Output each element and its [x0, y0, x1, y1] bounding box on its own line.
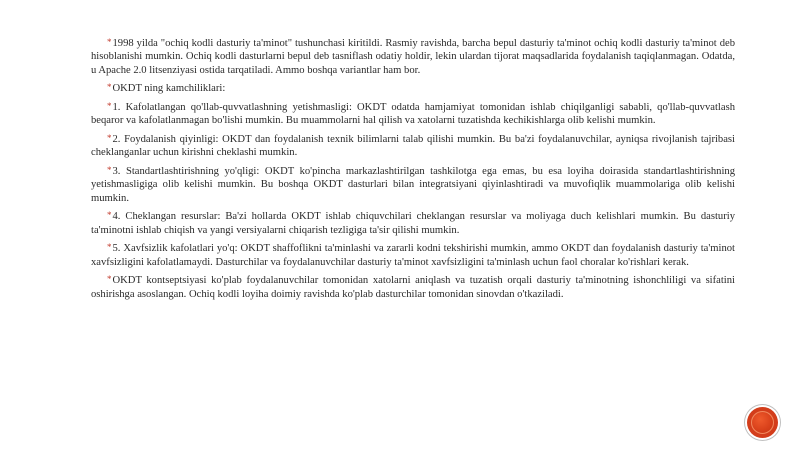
- paragraph-text: 1. Kafolatlangan qo'llab-quvvatlashning yetishmasligi: OKDT odatda hamjamiyat tomonidan ishlab chiqilganligi sababli, qo'llab-quvvatlash beqaror va kafolatlanmagan bo'lishi mumkin. Bu muammolarni hal qilish va xatolarni tuzatishda kechikishlarga olib kelishi mumkin.: [91, 102, 735, 127]
- paragraph-item-1: [91, 101, 735, 128]
- paragraph-item-3: [91, 165, 735, 205]
- bullet-icon: *: [107, 133, 112, 143]
- slide-text-body: [91, 37, 735, 306]
- bullet-icon: *: [107, 210, 112, 221]
- paragraph-text: OKDT kontseptsiyasi ko'plab foydalanuvchilar tomonidan xatolarni aniqlash va tuzatish orqali dasturiy ta'minotning ishonchliligi va sifatini oshirishga asoslangan. Ochiq kodli loyiha doimiy ravishda ko'plab dasturchilar tomonidan sinovdan o'tkaziladi.: [91, 275, 735, 300]
- circle-button-icon: [751, 411, 774, 434]
- bullet-icon: *: [107, 242, 112, 253]
- bullet-icon: *: [107, 165, 112, 175]
- paragraph-item-5: [91, 242, 735, 269]
- paragraph-item-4: [91, 210, 735, 237]
- paragraph-text: 4. Cheklangan resurslar: Ba'zi hollarda OKDT ishlab chiquvchilari cheklangan resurslar va moliyaga duch kelishlari mumkin. Bu dasturiy ta'minotni ishlab chiqish va yangi versiyalarni chiqarish tezligiga ta'sir qilishi mumkin.: [91, 211, 735, 236]
- paragraph-text: 2. Foydalanish qiyinligi: OKDT dan foydalanish texnik bilimlarni talab qilishi mumkin. Bu ba'zi foydalanuvchilar, ayniqsa rivojlanish tajribasi cheklanganlar uchun kirishni cheklashi mumkin.: [91, 134, 735, 159]
- bullet-icon: *: [107, 274, 112, 285]
- paragraph-text: 3. Standartlashtirishning yo'qligi: OKDT ko'pincha markazlashtirilgan tashkilotga ega emas, bu esa loyiha doirasida standartlashtirishning yetishmasligiga olib kelishi mumkin. Bu boshqa OKDT dasturlari bilan integratsiyani qiyinlashtiradi va muvofiqlik muammolariga olib kelishi mumkin.: [91, 166, 735, 204]
- bullet-icon: *: [107, 101, 112, 111]
- paragraph-text: OKDT ning kamchiliklari:: [112, 83, 226, 95]
- paragraph-heading: [91, 82, 735, 95]
- paragraph-conclusion: [91, 274, 735, 301]
- paragraph-text: 1998 yilda "ochiq kodli dasturiy ta'minot" tushunchasi kiritildi. Rasmiy ravishda, barcha bepul dasturiy ta'minot ochiq kodli dasturiy ta'minot deb hisoblanishi mumkin. Ochiq kodli dasturlarni bepul deb tasniflash odatiy holdir, lekin ulardan tijorat maqsadlarida foydalanish taqiqlanmagan. Odatda, u Apache 2.0 litsenziyasi ostida tarqatiladi. Ammo boshqa variantlar ham bor.: [91, 38, 735, 76]
- paragraph-intro: [91, 37, 735, 77]
- paragraph-item-2: [91, 133, 735, 160]
- paragraph-text: 5. Xavfsizlik kafolatlari yo'q: OKDT shaffoflikni ta'minlashi va zararli kodni tekshirishi mumkin, ammo OKDT dan foydalanish dasturiy ta'minot xavfsizligini kafolatlamaydi. Dasturchilar va foydalanuvchilar dasturiy ta'minot xavfsizligini ta'minlash uchun faol choralar ko'rishlari kerak.: [91, 243, 735, 268]
- bullet-icon: *: [107, 37, 112, 47]
- slide-nav-button[interactable]: [747, 407, 778, 438]
- bullet-icon: *: [107, 82, 112, 93]
